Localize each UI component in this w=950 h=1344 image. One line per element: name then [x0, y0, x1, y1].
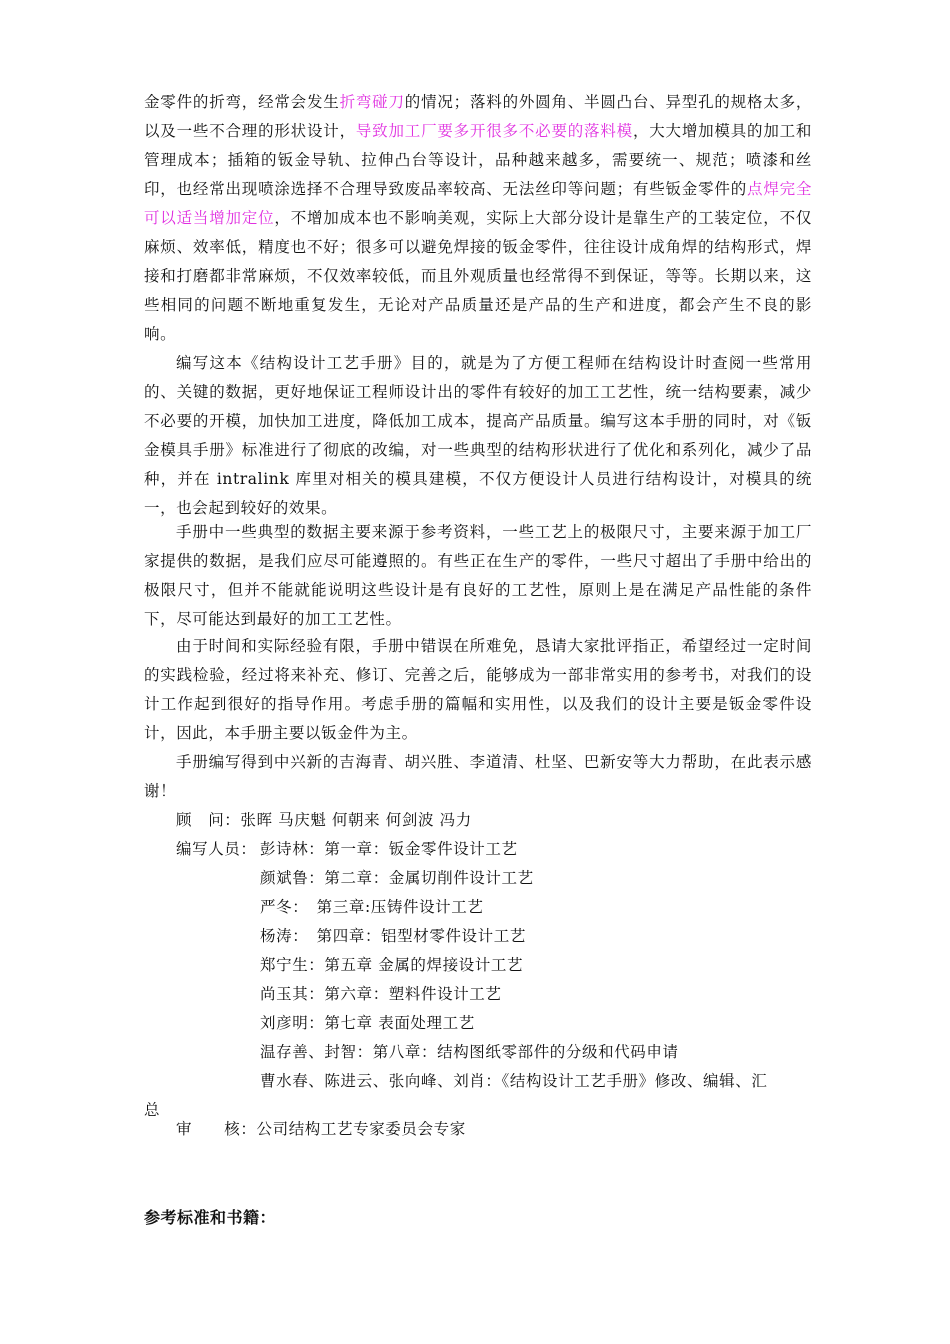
editor-line: 彭诗林：第一章：钣金零件设计工艺	[260, 840, 518, 858]
editor-line: 刘彦明：第七章 表面处理工艺	[260, 1014, 475, 1032]
editors-label: 编写人员：	[176, 840, 257, 858]
section-heading-references: 参考标准和书籍：	[144, 1208, 277, 1227]
paragraph-intro-problems	[144, 88, 812, 349]
paragraph-feedback: 由于时间和实际经验有限，手册中错误在所难免，恳请大家批评指正，希望经过一定时间的实践检验，经过将来补充、修订、完善之后，能够成为一部非常实用的参考书，对我们的设计工作起到很好的指导作用。考虑手册的篇幅和实用性，以及我们的设计主要是钣金零件设计，因此，本手册主要以钣金件为主。	[144, 637, 812, 742]
highlight-bend-collision: 折弯碰刀	[339, 93, 405, 111]
editor-line: 颜斌鲁：第二章：金属切削件设计工艺	[260, 869, 534, 887]
text-run: 金零件的折弯，经常会发生	[144, 93, 340, 111]
editor-line: 尚玉其：第六章：塑料件设计工艺	[260, 985, 502, 1003]
editor-line: 温存善、封智：第八章：结构图纸零部件的分级和代码申请	[260, 1043, 679, 1061]
text-run: ，不增加成本也不影响美观，实际上大部分设计是靠生产的工装定位，不仅麻烦、效率低，精度也不好；很多可以避免焊接的钣金零件，往往设计成角焊的结构形式，焊接和打磨都非常麻烦，不仅效率较低，而且外观质量也经常得不到保证，等等。长期以来，这些相同的问题不断地重复发生，无论对产品质量还是产品的生产和进度，都会产生不良的影响。	[144, 209, 812, 343]
editor-line-continued: 总	[144, 1101, 161, 1119]
review-line: 审 核：公司结构工艺专家委员会专家	[176, 1120, 466, 1138]
text-run: 的情况；落料的外圆角、半圆凸台、异型孔的规格太多，以及一些不合理的形状设计，	[144, 93, 813, 140]
highlight-extra-dies: 导致加工厂要多开很多不必要的落料模	[355, 122, 633, 140]
editor-line: 严冬： 第三章:压铸件设计工艺	[260, 898, 484, 916]
text-run: ，大大增加模具的加工和管理成本；插箱的钣金导轨、拉伸凸台等设计，品种越来越多，需要统一、规范；喷漆和丝印，也经常出现喷涂选择不合理导致废品率较高、无法丝印等问题；有些钣金零件的	[144, 122, 813, 198]
editor-line: 杨涛： 第四章：铝型材零件设计工艺	[260, 927, 526, 945]
paragraph-acknowledgement: 手册编写得到中兴新的吉海青、胡兴胜、李道清、杜坚、巴新安等大力帮助，在此表示感谢！	[144, 753, 812, 800]
paragraph-purpose: 编写这本《结构设计工艺手册》目的，就是为了方便工程师在结构设计时查阅一些常用的、关键的数据，更好地保证工程师设计出的零件有较好的加工工艺性，统一结构要素，减少不必要的开模，加快加工进度，降低加工成本，提高产品质量。编写这本手册的同时，对《钣金模具手册》标准进行了彻底的改编，对一些典型的结构形状进行了优化和系列化，减少了品种，并在 intralink 库里对相关的模具建模，不仅方便设计人员进行结构设计，对模具的统一，也会起到较好的效果。	[144, 354, 812, 517]
advisors-line: 顾 问：张晖 马庆魁 何朝来 何剑波 冯力	[176, 811, 472, 829]
editor-line: 曹水春、陈进云、张向峰、刘肖：《结构设计工艺手册》修改、编辑、汇	[260, 1072, 768, 1090]
paragraph-data-sources: 手册中一些典型的数据主要来源于参考资料，一些工艺上的极限尺寸，主要来源于加工厂家提供的数据，是我们应尽可能遵照的。有些正在生产的零件，一些尺寸超出了手册中给出的极限尺寸，但并不能就能说明这些设计是有良好的工艺性，原则上是在满足产品性能的条件下，尽可能达到最好的加工工艺性。	[144, 523, 812, 628]
editor-line: 郑宁生：第五章 金属的焊接设计工艺	[260, 956, 524, 974]
highlight-spot-weld: 点焊完全可以适当增加定位	[144, 180, 813, 227]
